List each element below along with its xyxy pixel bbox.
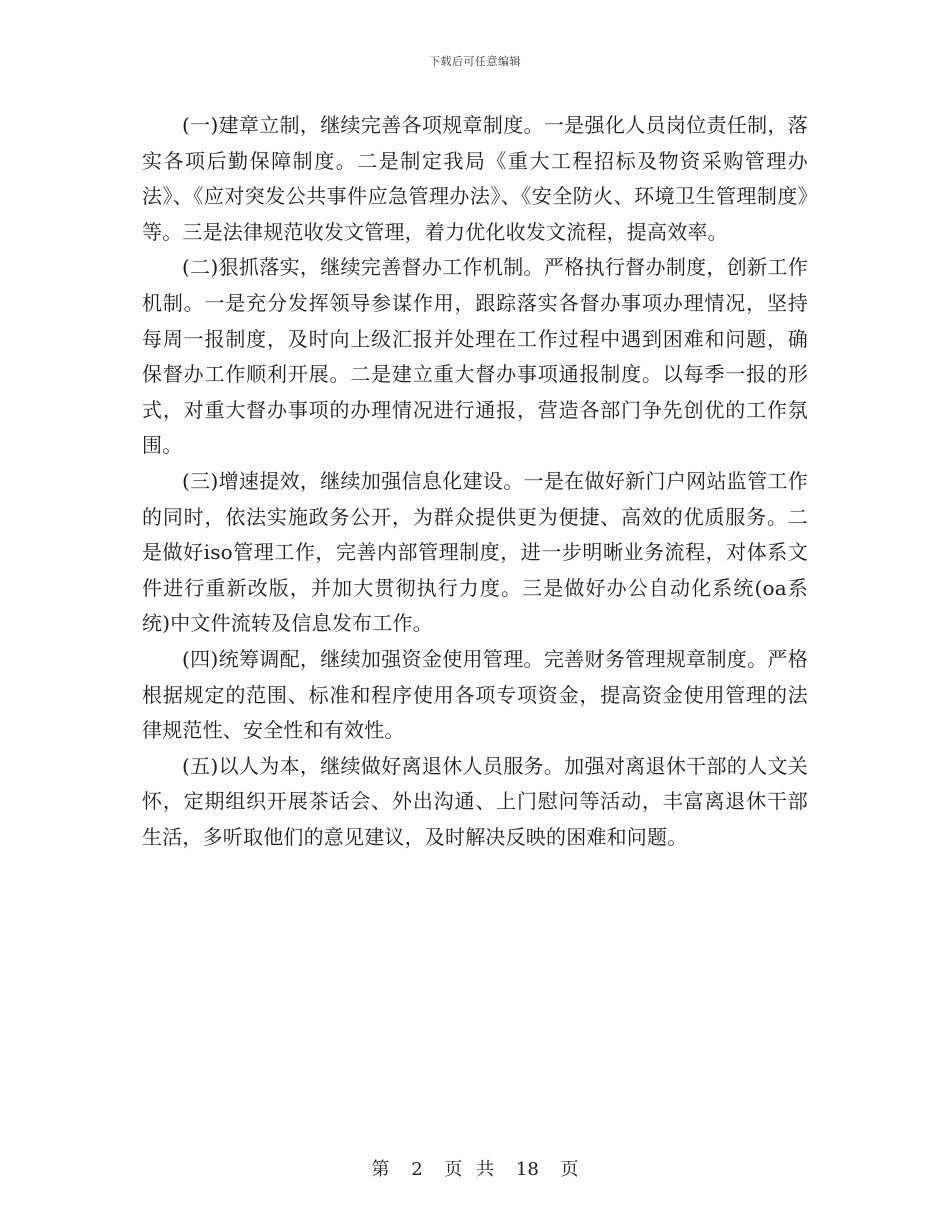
paragraph-3: (三)增速提效，继续加强信息化建设。一是在做好新门户网站监管工作的同时，依法实施政务公开，为群众提供更为便捷、高效的优质服务。二是做好iso管理工作，完善内部管理制度，进一步明晰业务流程，对体系文件进行重新改版，并加大贯彻执行力度。三是做好办公自动化系统(oa系统)中文件流转及信息发布工作。 (142, 468, 808, 636)
current-page-number: 2 (411, 1159, 423, 1180)
footer-suffix: 页 (560, 1159, 579, 1180)
document-body (142, 108, 808, 855)
paragraph-5: (五)以人为本，继续做好离退休人员服务。加强对离退休干部的人文关怀，定期组织开展茶话会、外出沟通、上门慰问等活动，丰富离退休干部生活，多听取他们的意见建议，及时解决反映的困难和问题。 (142, 753, 808, 849)
page-footer (0, 1155, 950, 1181)
footer-prefix: 第 (371, 1159, 390, 1180)
paragraph-1: (一)建章立制，继续完善各项规章制度。一是强化人员岗位责任制，落实各项后勤保障制度。二是制定我局《重大工程招标及物资采购管理办法》、《应对突发公共事件应急管理办法》、《安全防火、环境卫生管理制度》等。三是法律规范收发文管理，着力优化收发文流程，提高效率。 (142, 113, 808, 244)
page-header: 下载后可任意编辑 (429, 55, 521, 68)
paragraph-4: (四)统筹调配，继续加强资金使用管理。完善财务管理规章制度。严格根据规定的范围、标准和程序使用各项专项资金，提高资金使用管理的法律规范性、安全性和有效性。 (142, 646, 808, 743)
paragraph-2: (二)狠抓落实，继续完善督办工作机制。严格执行督办制度，创新工作机制。一是充分发挥领导参谋作用，跟踪落实各督办事项办理情况，坚持每周一报制度，及时向上级汇报并处理在工作过程中遇到困难和问题，确保督办工作顺利开展。二是建立重大督办事项通报制度。以每季一报的形式，对重大督办事项的办理情况进行通报，营造各部门争先创优的工作氛围。 (142, 255, 808, 458)
footer-middle: 页 共 (444, 1159, 495, 1180)
total-pages-number: 18 (515, 1159, 539, 1180)
